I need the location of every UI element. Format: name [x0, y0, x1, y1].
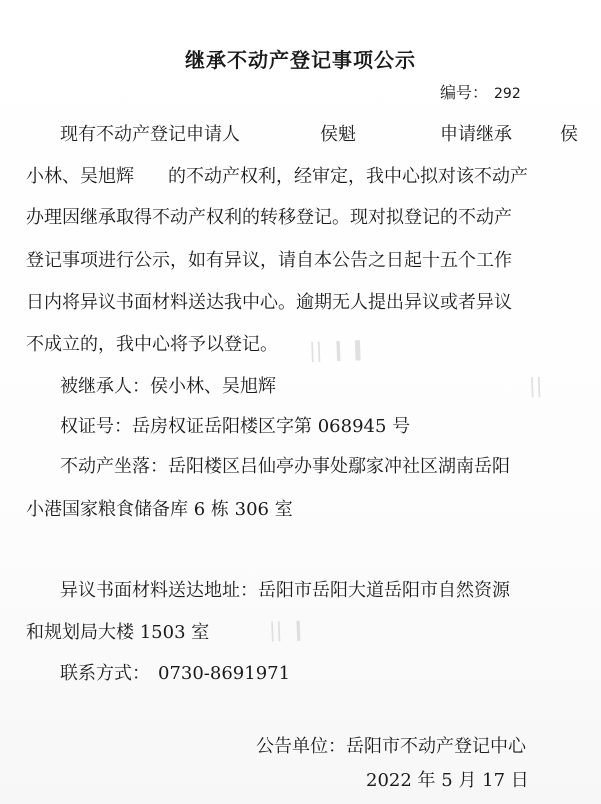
intro-suffix: 申请继承 [440, 124, 512, 145]
issuer-field [256, 732, 526, 758]
body-line-6: 不成立的，我中心将予以登记。 [26, 334, 278, 355]
body-line-5: 日内将异议书面材料送达我中心。逾期无人提出异议或者异议 [26, 292, 512, 313]
bleed-through-mark: ▕ ▏ ▎ [259, 621, 311, 643]
certificate-field [60, 412, 410, 438]
location-field [60, 452, 510, 478]
bleed-through-mark: ▕ ▏ [519, 377, 552, 399]
notice-date: 2022 年 5 月 17 日 [366, 770, 529, 791]
location-value-1: 岳阳楼区吕仙亭办事处鄢家冲社区湖南岳阳 [168, 456, 510, 477]
body-line-4: 登记事项进行公示，如有异议，请自本公告之日起十五个工作 [26, 250, 512, 271]
contact-field [60, 659, 290, 685]
serial-number [440, 80, 521, 103]
address-value-2: 和规划局大楼 1503 室 [26, 622, 210, 643]
intro-prefix: 现有不动产登记申请人 [60, 124, 240, 145]
body-line-2: 的不动产权利，经审定，我中心拟对该不动产 [168, 166, 528, 187]
certificate-value: 岳房权证岳阳楼区字第 068945 号 [132, 416, 411, 437]
issuer-label: 公告单位： [256, 736, 346, 757]
decedent-field [60, 372, 276, 398]
issuer-value: 岳阳市不动产登记中心 [346, 736, 526, 757]
applicant-name: 侯魁 [320, 124, 356, 145]
decedent-label: 被继承人： [60, 376, 150, 397]
body-line-3: 办理因继承取得不动产权利的转移登记。现对拟登记的不动产 [26, 207, 512, 228]
address-label: 异议书面材料送达地址： [60, 580, 258, 601]
address-value-1: 岳阳市岳阳大道岳阳市自然资源 [258, 580, 510, 601]
location-label: 不动产坐落： [60, 456, 168, 477]
certificate-label: 权证号： [60, 416, 132, 437]
decedent-value: 侯小林、吴旭辉 [150, 376, 276, 397]
heirs-continued: 小林、吴旭辉 [26, 166, 134, 187]
serial-label: 编号： [440, 83, 489, 102]
contact-value: 0730-8691971 [158, 663, 291, 684]
heir-start: 侯 [560, 124, 578, 145]
location-value-2: 小港国家粮食储备库 6 栋 306 室 [26, 499, 293, 520]
address-field [60, 576, 510, 602]
serial-value: 292 [494, 86, 521, 102]
contact-label: 联系方式： [60, 663, 150, 684]
bleed-through-mark: ▕ ▏ ▎ ▍ [299, 340, 369, 364]
page-title: 继承不动产登记事项公示 [185, 48, 416, 72]
